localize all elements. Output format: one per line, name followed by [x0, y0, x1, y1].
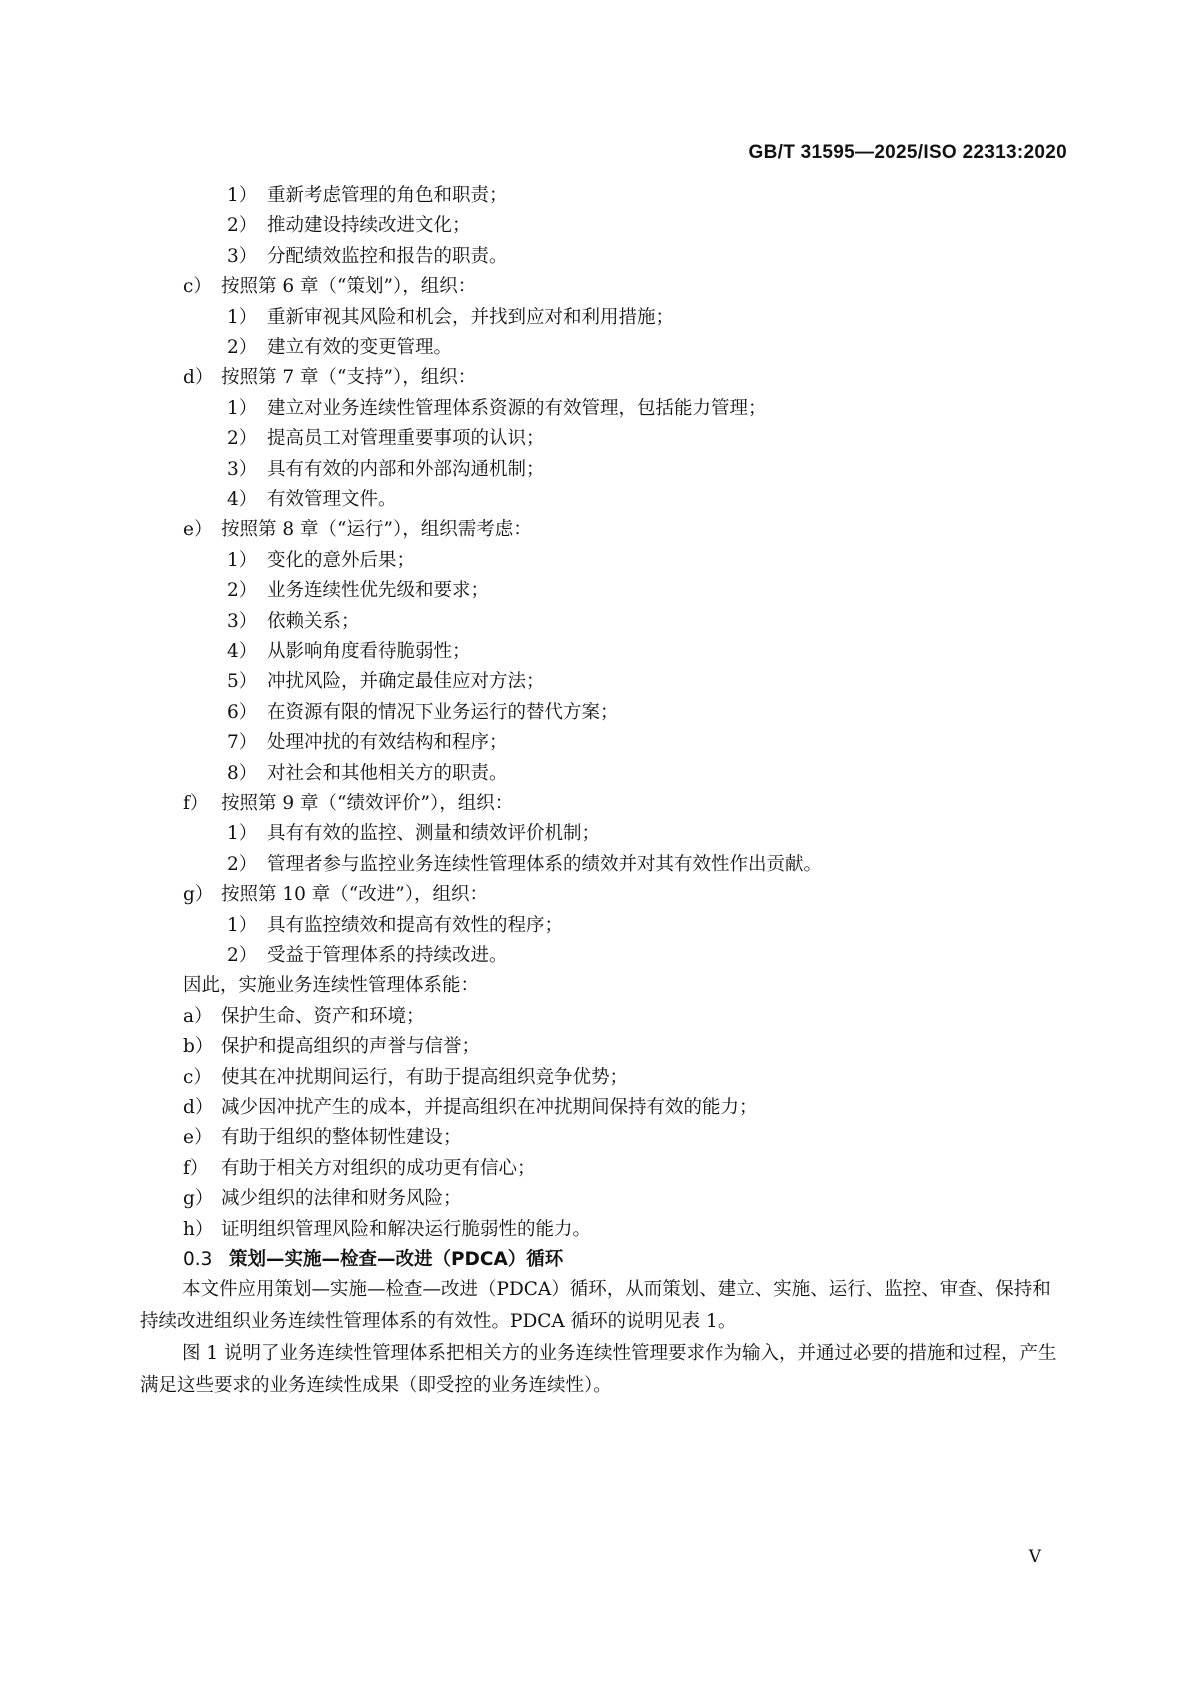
list-item-text: 有助于组织的整体韧性建设； [221, 1127, 462, 1149]
list-item-label: 1） [227, 397, 258, 419]
sub-list-item [227, 213, 471, 239]
list-item-label: d） [183, 367, 214, 389]
sub-list-item [227, 244, 508, 270]
sub-list-item [227, 335, 452, 361]
list-item-label: 2） [227, 853, 258, 875]
list-item-label: 1） [227, 549, 258, 571]
list-item [183, 1156, 536, 1182]
list-item-text: 减少组织的法律和财务风险； [221, 1188, 462, 1210]
list-item-text: 具有有效的监控、测量和绩效评价机制； [267, 823, 601, 845]
paragraph: 图 1 说明了业务连续性管理体系把相关方的业务连续性管理要求作为输入，并通过必要的措施和过程，产生满足这些要求的业务连续性成果（即受控的业务连续性）。 [140, 1343, 1057, 1396]
list-item-label: 2） [227, 945, 258, 966]
sub-list-item [227, 761, 508, 787]
list-item-text: 依赖关系； [267, 610, 360, 632]
list-item-text: 受益于管理体系的持续改进。 [267, 945, 508, 966]
list-item-label: 3） [227, 245, 258, 267]
list-item [183, 1004, 425, 1030]
list-item [183, 517, 532, 543]
list-item-label: b） [183, 1036, 214, 1058]
list-item [183, 1217, 591, 1243]
list-item [183, 365, 476, 391]
list-item-label: 3） [227, 610, 258, 632]
page-number: V [1028, 1547, 1041, 1567]
list-item [183, 1095, 758, 1121]
section-heading [183, 1247, 563, 1273]
sub-list-item [227, 609, 360, 635]
list-item-text: 从影响角度看待脆弱性； [267, 641, 471, 662]
list-item-text: 业务连续性优先级和要求； [267, 580, 490, 602]
list-item-text: 保护和提高组织的声誉与信誉； [221, 1036, 481, 1058]
list-item-text: 按照第 8 章（“运行”），组织需考虑： [221, 519, 532, 541]
list-item-text: 变化的意外后果； [267, 549, 416, 571]
list-item-label: c） [183, 276, 212, 298]
sub-list-item [227, 669, 545, 695]
list-item-label: 1） [227, 823, 258, 845]
list-item [183, 1186, 462, 1212]
list-item-label: 1） [227, 306, 258, 328]
sub-list-item [227, 639, 471, 665]
list-item [183, 274, 476, 300]
list-item-text: 建立有效的变更管理。 [267, 337, 453, 358]
list-item-label: 4） [227, 489, 258, 510]
sub-list-item [227, 578, 489, 604]
list-item-text: 提高员工对管理重要事项的认识； [267, 428, 545, 450]
list-item-text: 减少因冲扰产生的成本，并提高组织在冲扰期间保持有效的能力； [221, 1097, 758, 1118]
list-item [183, 882, 488, 908]
list-item-text: 重新审视其风险和机会，并找到应对和利用措施； [267, 306, 675, 328]
list-item-label: 7） [227, 732, 258, 754]
sub-list-item [227, 487, 397, 513]
list-item-text: 冲扰风险，并确定最佳应对方法； [267, 671, 545, 693]
list-item-text: 按照第 6 章（“策划”），组织： [221, 276, 477, 298]
document-code-header: GB/T 31595—2025/ISO 22313:2020 [748, 142, 1067, 163]
list-item-label: d） [183, 1097, 214, 1118]
list-item-label: 5） [227, 671, 258, 693]
list-item-text: 因此，实施业务连续性管理体系能： [183, 975, 480, 997]
list-item-text: 建立对业务连续性管理体系资源的有效管理，包括能力管理； [267, 397, 767, 419]
section-body [140, 1274, 1065, 1402]
list-item-label: 1） [227, 914, 258, 936]
list-item-label: 1） [227, 185, 258, 206]
list-item-text: 重新考虑管理的角色和职责； [267, 185, 508, 206]
paragraph: 本文件应用策划—实施—检查—改进（PDCA）循环，从而策划、建立、实施、运行、监控、审查、保持和持续改进组织业务连续性管理体系的有效性。PDCA 循环的说明见表 1。 [140, 1279, 1051, 1332]
list-item-text: 证明组织管理风险和解决运行脆弱性的能力。 [221, 1218, 592, 1240]
list-item-label: g） [183, 884, 214, 906]
list-item-text: 分配绩效监控和报告的职责。 [267, 245, 508, 267]
sub-list-item [227, 426, 545, 452]
list-item-text: 使其在冲扰期间运行，有助于提高组织竞争优势； [221, 1066, 629, 1088]
list-item-label: 2） [227, 428, 258, 450]
list-item-label: 6） [227, 701, 258, 723]
list-item [183, 791, 513, 817]
list-item-label: e） [183, 519, 213, 541]
list-item-text: 有效管理文件。 [267, 489, 397, 510]
body-text-line [183, 973, 479, 999]
list-item-label: a） [183, 1005, 213, 1027]
list-item [183, 1034, 480, 1060]
list-item-text: 具有监控绩效和提高有效性的程序； [267, 914, 564, 936]
list-item-text: 管理者参与监控业务连续性管理体系的绩效并对其有效性作出贡献。 [267, 853, 823, 875]
list-item-label: 4） [227, 641, 258, 662]
list-item-label: 3） [227, 458, 258, 480]
sub-list-item [227, 305, 674, 331]
section-number: 0.3 [183, 1249, 213, 1270]
list-item-label: f） [183, 1157, 209, 1179]
sub-list-item [227, 852, 822, 878]
list-item-text: 按照第 10 章（“改进”），组织： [221, 884, 488, 906]
sub-list-item [227, 730, 508, 756]
sub-list-item [227, 821, 600, 847]
list-item-text: 处理冲扰的有效结构和程序； [267, 732, 508, 754]
sub-list-item [227, 943, 508, 969]
list-item-text: 保护生命、资产和环境； [221, 1005, 425, 1027]
list-item-label: c） [183, 1066, 212, 1088]
list-item-text: 推动建设持续改进文化； [267, 215, 471, 237]
list-item-label: e） [183, 1127, 213, 1149]
list-item-label: h） [183, 1218, 214, 1240]
list-item-text: 有助于相关方对组织的成功更有信心； [221, 1157, 536, 1179]
list-item-text: 按照第 9 章（“绩效评价”），组织： [221, 793, 514, 814]
sub-list-item [227, 396, 767, 422]
list-item [183, 1125, 462, 1151]
section-title: 策划—实施—检查—改进（PDCA）循环 [229, 1249, 564, 1270]
sub-list-item [227, 457, 545, 483]
list-item-label: 2） [227, 337, 258, 358]
list-item-text: 具有有效的内部和外部沟通机制； [267, 458, 545, 480]
sub-list-item [227, 548, 415, 574]
list-item [183, 1065, 628, 1091]
list-item-label: f） [183, 793, 209, 814]
list-item-label: 8） [227, 762, 258, 784]
list-item-label: 2） [227, 215, 258, 237]
list-item-text: 在资源有限的情况下业务运行的替代方案； [267, 701, 619, 723]
list-item-label: g） [183, 1188, 214, 1210]
sub-list-item [227, 913, 563, 939]
sub-list-item [227, 183, 508, 209]
list-item-text: 对社会和其他相关方的职责。 [267, 762, 508, 784]
list-item-text: 按照第 7 章（“支持”），组织： [221, 367, 477, 389]
sub-list-item [227, 700, 619, 726]
list-item-label: 2） [227, 580, 258, 602]
